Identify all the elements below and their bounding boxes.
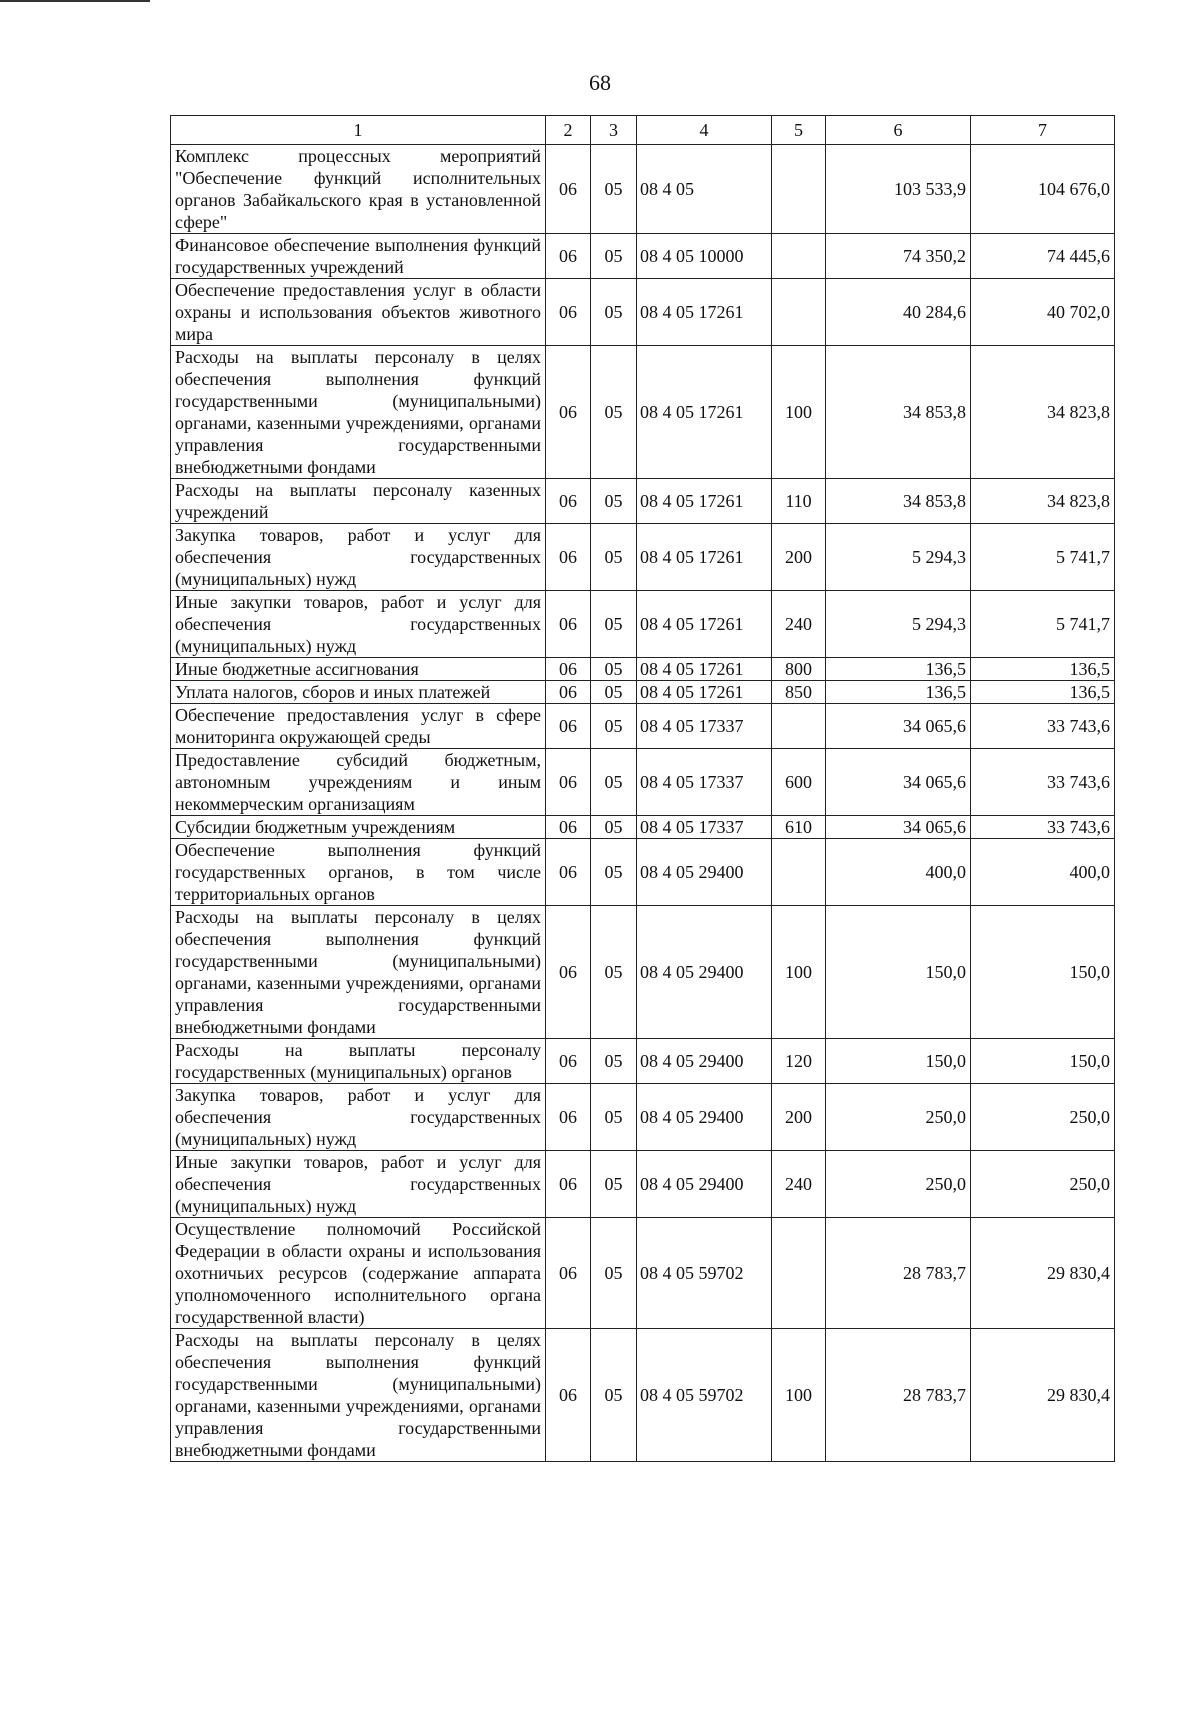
table-row [171,749,1115,816]
expense-name: Расходы на выплаты персоналу в целях обеспечения выполнения функций государственными (муниципальными) органами, казенными учреждениями, органами управления государственными внебюджетными фондами [171,906,546,1039]
amount-year-1: 103 533,9 [826,145,971,234]
target-article-code: 08 4 05 59702 [637,1329,772,1462]
expense-type-code [772,279,826,346]
table-row [171,658,1115,681]
expense-type-code: 120 [772,1039,826,1084]
expense-name: Обеспечение предоставления услуг в области охраны и использования объектов животного мира [171,279,546,346]
expense-name: Иные закупки товаров, работ и услуг для обеспечения государственных (муниципальных) нужд [171,591,546,658]
column-number: 7 [971,116,1115,145]
amount-year-1: 250,0 [826,1084,971,1151]
section-code: 06 [546,1218,591,1329]
table-row [171,524,1115,591]
expense-type-code [772,704,826,749]
target-article-code: 08 4 05 17261 [637,479,772,524]
target-article-code: 08 4 05 17337 [637,749,772,816]
table-row [171,1329,1115,1462]
section-code: 06 [546,346,591,479]
section-code: 06 [546,1329,591,1462]
target-article-code: 08 4 05 29400 [637,1039,772,1084]
amount-year-1: 34 065,6 [826,816,971,839]
column-number: 4 [637,116,772,145]
column-number: 2 [546,116,591,145]
section-code: 06 [546,1084,591,1151]
subsection-code: 05 [591,524,637,591]
table-body [171,116,1115,1462]
amount-year-1: 400,0 [826,839,971,906]
expense-name: Финансовое обеспечение выполнения функций государственных учреждений [171,234,546,279]
target-article-code: 08 4 05 17261 [637,591,772,658]
table-row [171,346,1115,479]
amount-year-2: 5 741,7 [971,591,1115,658]
amount-year-2: 136,5 [971,658,1115,681]
table-row [171,145,1115,234]
target-article-code: 08 4 05 59702 [637,1218,772,1329]
amount-year-2: 74 445,6 [971,234,1115,279]
subsection-code: 05 [591,704,637,749]
section-code: 06 [546,749,591,816]
expense-type-code [772,234,826,279]
target-article-code: 08 4 05 17261 [637,681,772,704]
amount-year-2: 29 830,4 [971,1218,1115,1329]
section-code: 06 [546,658,591,681]
expense-name: Комплекс процессных мероприятий "Обеспечение функций исполнительных органов Забайкальского края в установленной сфере" [171,145,546,234]
column-number-row [171,116,1115,145]
table-row [171,279,1115,346]
amount-year-2: 29 830,4 [971,1329,1115,1462]
expense-name: Уплата налогов, сборов и иных платежей [171,681,546,704]
amount-year-1: 250,0 [826,1151,971,1218]
section-code: 06 [546,591,591,658]
amount-year-1: 40 284,6 [826,279,971,346]
table-row [171,1084,1115,1151]
expense-type-code [772,145,826,234]
amount-year-2: 150,0 [971,1039,1115,1084]
amount-year-2: 250,0 [971,1084,1115,1151]
budget-table [170,115,1115,1462]
column-number: 1 [171,116,546,145]
expense-name: Иные закупки товаров, работ и услуг для обеспечения государственных (муниципальных) нужд [171,1151,546,1218]
amount-year-1: 136,5 [826,681,971,704]
column-number: 6 [826,116,971,145]
amount-year-2: 5 741,7 [971,524,1115,591]
amount-year-1: 150,0 [826,1039,971,1084]
expense-type-code: 600 [772,749,826,816]
subsection-code: 05 [591,479,637,524]
subsection-code: 05 [591,839,637,906]
expense-name: Закупка товаров, работ и услуг для обеспечения государственных (муниципальных) нужд [171,1084,546,1151]
expense-name: Расходы на выплаты персоналу в целях обеспечения выполнения функций государственными (муниципальными) органами, казенными учреждениями, органами управления государственными внебюджетными фондами [171,346,546,479]
subsection-code: 05 [591,1329,637,1462]
amount-year-1: 28 783,7 [826,1329,971,1462]
section-code: 06 [546,145,591,234]
subsection-code: 05 [591,681,637,704]
table-row [171,704,1115,749]
section-code: 06 [546,681,591,704]
scan-edge-rule [0,0,150,2]
expense-name: Осуществление полномочий Российской Федерации в области охраны и использования охотничьих ресурсов (содержание аппарата уполномоченного исполнительного органа государственной власти) [171,1218,546,1329]
amount-year-2: 104 676,0 [971,145,1115,234]
expense-name: Обеспечение выполнения функций государственных органов, в том числе территориальных органов [171,839,546,906]
amount-year-1: 28 783,7 [826,1218,971,1329]
table-row [171,681,1115,704]
expense-name: Расходы на выплаты персоналу казенных учреждений [171,479,546,524]
expense-type-code [772,839,826,906]
amount-year-1: 34 065,6 [826,749,971,816]
expense-type-code: 240 [772,591,826,658]
table-row [171,591,1115,658]
target-article-code: 08 4 05 17261 [637,279,772,346]
subsection-code: 05 [591,591,637,658]
subsection-code: 05 [591,346,637,479]
expense-type-code: 110 [772,479,826,524]
section-code: 06 [546,816,591,839]
amount-year-1: 34 853,8 [826,479,971,524]
page-number: 68 [589,70,611,95]
expense-type-code: 610 [772,816,826,839]
subsection-code: 05 [591,234,637,279]
subsection-code: 05 [591,658,637,681]
column-number: 3 [591,116,637,145]
target-article-code: 08 4 05 17261 [637,658,772,681]
amount-year-1: 34 853,8 [826,346,971,479]
expense-name: Обеспечение предоставления услуг в сфере мониторинга окружающей среды [171,704,546,749]
subsection-code: 05 [591,906,637,1039]
expense-type-code: 240 [772,1151,826,1218]
expense-type-code: 100 [772,906,826,1039]
subsection-code: 05 [591,145,637,234]
target-article-code: 08 4 05 29400 [637,1084,772,1151]
amount-year-2: 33 743,6 [971,749,1115,816]
section-code: 06 [546,704,591,749]
expense-name: Иные бюджетные ассигнования [171,658,546,681]
section-code: 06 [546,524,591,591]
section-code: 06 [546,1151,591,1218]
amount-year-1: 5 294,3 [826,524,971,591]
amount-year-1: 74 350,2 [826,234,971,279]
expense-name: Закупка товаров, работ и услуг для обеспечения государственных (муниципальных) нужд [171,524,546,591]
amount-year-1: 5 294,3 [826,591,971,658]
table-row [171,816,1115,839]
subsection-code: 05 [591,1084,637,1151]
subsection-code: 05 [591,1218,637,1329]
subsection-code: 05 [591,1151,637,1218]
subsection-code: 05 [591,279,637,346]
subsection-code: 05 [591,749,637,816]
table-row [171,1039,1115,1084]
expense-name: Расходы на выплаты персоналу в целях обеспечения выполнения функций государственными (муниципальными) органами, казенными учреждениями, органами управления государственными внебюджетными фондами [171,1329,546,1462]
expense-type-code: 800 [772,658,826,681]
target-article-code: 08 4 05 [637,145,772,234]
target-article-code: 08 4 05 17261 [637,346,772,479]
amount-year-1: 150,0 [826,906,971,1039]
table-row [171,839,1115,906]
target-article-code: 08 4 05 29400 [637,1151,772,1218]
expense-type-code: 100 [772,1329,826,1462]
target-article-code: 08 4 05 17337 [637,816,772,839]
amount-year-2: 33 743,6 [971,704,1115,749]
expense-type-code: 200 [772,524,826,591]
amount-year-1: 34 065,6 [826,704,971,749]
table-row [171,1218,1115,1329]
expense-type-code: 100 [772,346,826,479]
amount-year-2: 136,5 [971,681,1115,704]
table-row [171,479,1115,524]
expense-type-code: 850 [772,681,826,704]
section-code: 06 [546,1039,591,1084]
column-number: 5 [772,116,826,145]
amount-year-2: 40 702,0 [971,279,1115,346]
amount-year-2: 400,0 [971,839,1115,906]
target-article-code: 08 4 05 10000 [637,234,772,279]
amount-year-2: 34 823,8 [971,346,1115,479]
expense-type-code [772,1218,826,1329]
target-article-code: 08 4 05 29400 [637,839,772,906]
section-code: 06 [546,279,591,346]
target-article-code: 08 4 05 17261 [637,524,772,591]
expense-type-code: 200 [772,1084,826,1151]
table-row [171,234,1115,279]
section-code: 06 [546,839,591,906]
expense-name: Субсидии бюджетным учреждениям [171,816,546,839]
amount-year-2: 250,0 [971,1151,1115,1218]
expense-name: Расходы на выплаты персоналу государственных (муниципальных) органов [171,1039,546,1084]
amount-year-1: 136,5 [826,658,971,681]
subsection-code: 05 [591,816,637,839]
table-row [171,906,1115,1039]
target-article-code: 08 4 05 29400 [637,906,772,1039]
expense-name: Предоставление субсидий бюджетным, автономным учреждениям и иным некоммерческим организациям [171,749,546,816]
section-code: 06 [546,479,591,524]
amount-year-2: 150,0 [971,906,1115,1039]
amount-year-2: 34 823,8 [971,479,1115,524]
section-code: 06 [546,906,591,1039]
amount-year-2: 33 743,6 [971,816,1115,839]
table-row [171,1151,1115,1218]
section-code: 06 [546,234,591,279]
subsection-code: 05 [591,1039,637,1084]
target-article-code: 08 4 05 17337 [637,704,772,749]
